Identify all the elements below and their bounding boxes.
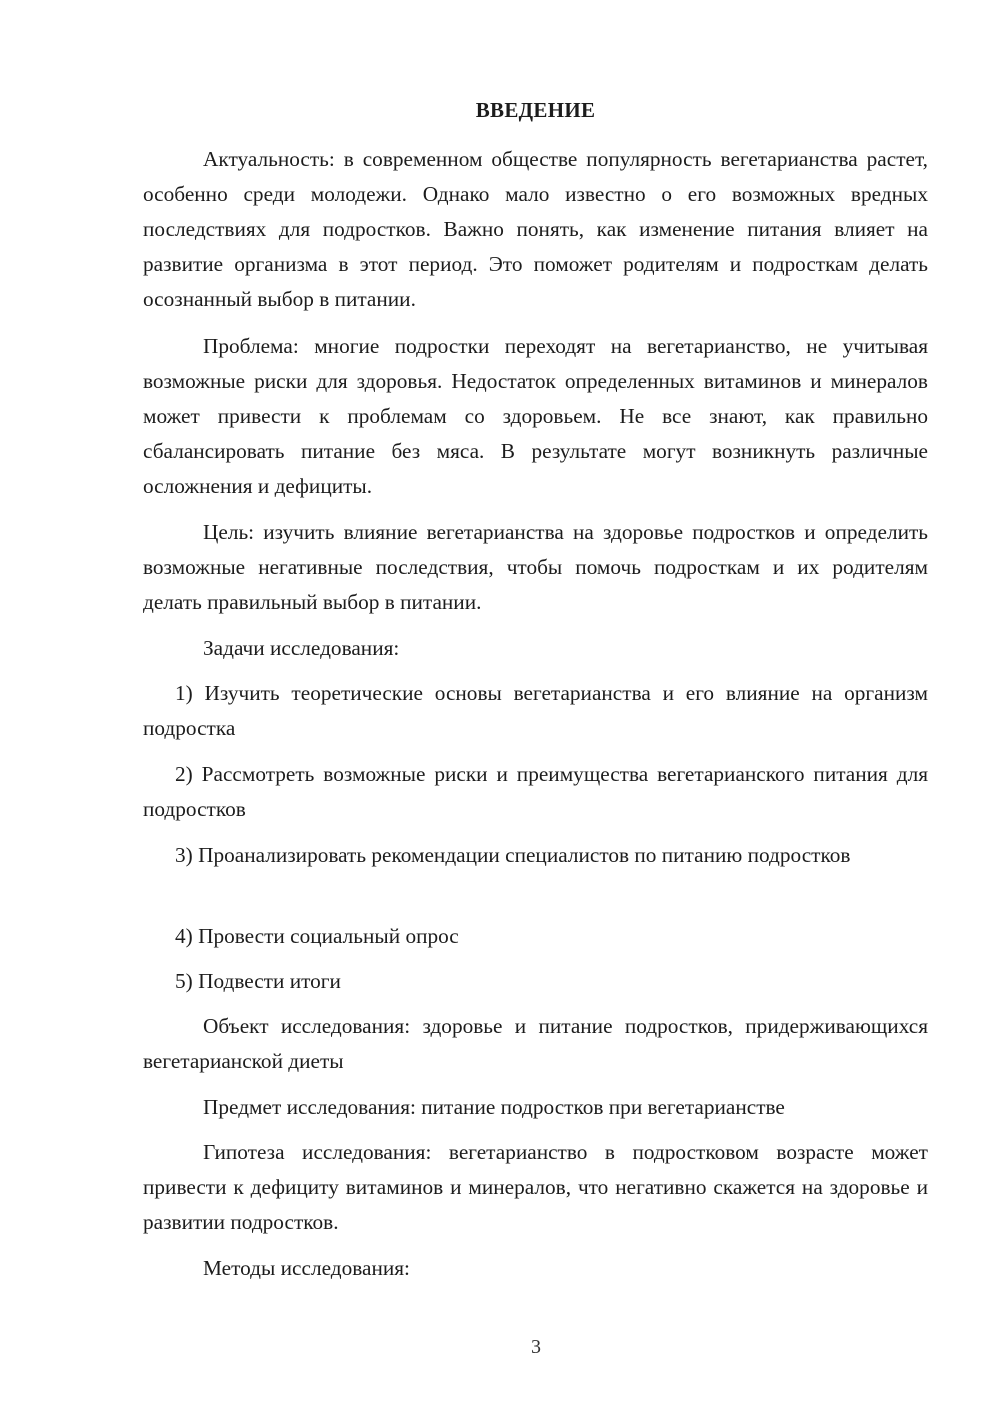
task-item: 4) Провести социальный опрос (175, 924, 459, 948)
task-item: 1) Изучить теоретические основы вегетарианства и его влияние на организм подростка (143, 681, 928, 740)
page-number: 3 (531, 1336, 541, 1358)
section-heading: ВВЕДЕНИЕ (475, 98, 596, 122)
task-item: 5) Подвести итоги (175, 969, 341, 993)
subject-paragraph: Предмет исследования: питание подростков при вегетарианстве (203, 1095, 785, 1119)
problem-paragraph: Проблема: многие подростки переходят на вегетарианство, не учитывая возможные риски для здоровья. Недостаток определенных витаминов и минералов может привести к проблемам со здоровьем. Не все знают, как правильно сбалансировать питание без мяса. В результате могут возникнуть различные осложнения и дефициты. (143, 334, 928, 498)
relevance-paragraph: Актуальность: в современном обществе популярность вегетарианства растет, особенно среди молодежи. Однако мало известно о его возможных вредных последствиях для подростков. Важно понять, как изменение питания влияет на развитие организма в этот период. Это поможет родителям и подросткам делать осознанный выбор в питании. (143, 147, 928, 311)
hypothesis-paragraph: Гипотеза исследования: вегетарианство в подростковом возрасте может привести к дефициту витаминов и минералов, что негативно скажется на здоровье и развитии подростков. (143, 1140, 928, 1234)
object-paragraph: Объект исследования: здоровье и питание подростков, придерживающихся вегетарианской диеты (143, 1014, 928, 1073)
methods-title: Методы исследования: (203, 1256, 410, 1280)
goal-paragraph: Цель: изучить влияние вегетарианства на здоровье подростков и определить возможные негативные последствия, чтобы помочь подросткам и их родителям делать правильный выбор в питании. (143, 520, 928, 614)
tasks-title: Задачи исследования: (203, 636, 400, 660)
task-item: 2) Рассмотреть возможные риски и преимущества вегетарианского питания для подростков (143, 762, 928, 821)
task-item: 3) Проанализировать рекомендации специалистов по питанию подростков (175, 843, 851, 867)
